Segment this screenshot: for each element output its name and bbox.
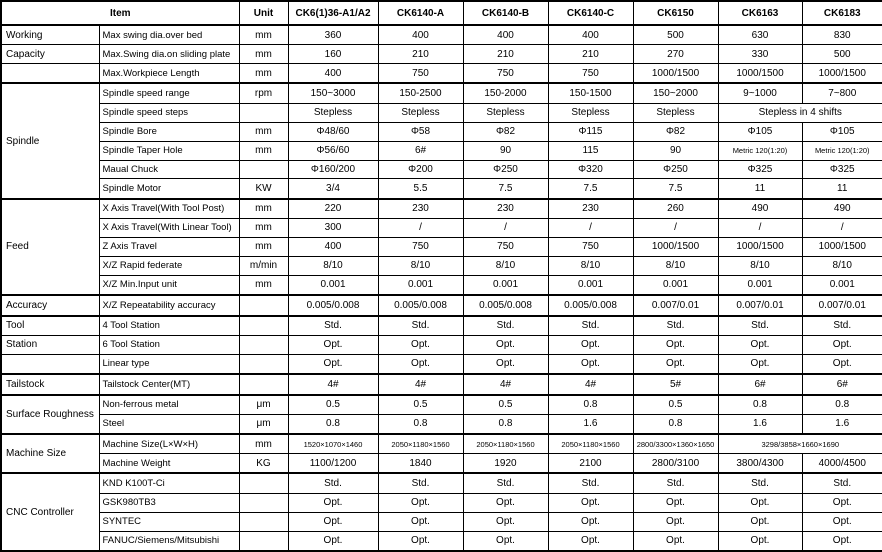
table-row	[1, 122, 882, 141]
value-cell: 7.5	[633, 179, 718, 199]
unit-cell	[239, 335, 288, 354]
value-cell: 0.001	[802, 275, 882, 295]
value-cell: Std.	[802, 316, 882, 336]
value-cell: Opt.	[378, 531, 463, 551]
value-cell: Opt.	[378, 512, 463, 531]
table-row	[1, 354, 882, 374]
value-cell: 7.5	[548, 179, 633, 199]
value-cell: Φ58	[378, 122, 463, 141]
spec-item-cell: Z Axis Travel	[99, 237, 239, 256]
unit-cell: KG	[239, 454, 288, 474]
table-row	[1, 316, 882, 336]
value-cell: Opt.	[802, 354, 882, 374]
unit-cell: mm	[239, 122, 288, 141]
value-cell: 400	[288, 64, 378, 84]
category-cell: Tailstock	[1, 374, 99, 395]
value-cell: Std.	[718, 473, 802, 493]
unit-cell: KW	[239, 179, 288, 199]
value-cell: 4000/4500	[802, 454, 882, 474]
unit-cell: mm	[239, 141, 288, 160]
header-model-ck6150: CK6150	[633, 1, 718, 25]
value-cell: Std.	[548, 473, 633, 493]
value-cell: Std.	[288, 473, 378, 493]
value-cell: /	[718, 218, 802, 237]
value-cell: Opt.	[463, 493, 548, 512]
value-cell: Φ115	[548, 122, 633, 141]
value-cell: 0.8	[378, 414, 463, 434]
value-cell: 1000/1500	[802, 64, 882, 84]
value-cell: 490	[718, 199, 802, 219]
value-cell: 90	[633, 141, 718, 160]
value-cell: Φ82	[633, 122, 718, 141]
value-cell: Opt.	[463, 335, 548, 354]
value-cell: Φ200	[378, 160, 463, 179]
unit-cell: mm	[239, 237, 288, 256]
value-cell: 7.5	[463, 179, 548, 199]
value-cell: 4#	[378, 374, 463, 395]
value-cell: Φ250	[463, 160, 548, 179]
value-cell: 270	[633, 45, 718, 64]
value-cell: 150-1500	[548, 83, 633, 103]
value-cell: 1520×1070×1460	[288, 434, 378, 454]
value-cell: Opt.	[802, 335, 882, 354]
unit-cell	[239, 295, 288, 316]
spec-item-cell: SYNTEC	[99, 512, 239, 531]
table-row	[1, 493, 882, 512]
category-cell: Spindle	[1, 83, 99, 198]
header-row	[1, 1, 882, 25]
value-cell: 400	[548, 25, 633, 45]
value-cell: 230	[463, 199, 548, 219]
value-cell: Stepless	[633, 103, 718, 122]
value-cell: Std.	[633, 473, 718, 493]
value-cell: 210	[463, 45, 548, 64]
value-cell: Opt.	[548, 354, 633, 374]
spec-item-cell: 4 Tool Station	[99, 316, 239, 336]
value-cell: 400	[463, 25, 548, 45]
value-cell: Std.	[288, 316, 378, 336]
value-cell: 8/10	[378, 256, 463, 275]
spec-item-cell: FANUC/Siemens/Mitsubishi	[99, 531, 239, 551]
value-cell: 0.001	[288, 275, 378, 295]
unit-cell: mm	[239, 218, 288, 237]
value-cell: Opt.	[802, 493, 882, 512]
value-cell: 500	[802, 45, 882, 64]
value-cell: 0.007/0.01	[633, 295, 718, 316]
value-cell: 1920	[463, 454, 548, 474]
value-cell: 0.001	[463, 275, 548, 295]
header-model-ck6140c: CK6140-C	[548, 1, 633, 25]
value-cell: Opt.	[378, 493, 463, 512]
value-cell: Opt.	[718, 512, 802, 531]
value-cell: 0.5	[633, 395, 718, 415]
value-cell: 11	[802, 179, 882, 199]
value-cell: Φ48/60	[288, 122, 378, 141]
value-cell: Stepless	[288, 103, 378, 122]
value-cell: 8/10	[463, 256, 548, 275]
value-cell: /	[463, 218, 548, 237]
value-cell: 0.8	[633, 414, 718, 434]
value-cell: Opt.	[288, 493, 378, 512]
value-cell: Stepless	[378, 103, 463, 122]
value-cell: 1.6	[802, 414, 882, 434]
value-cell: /	[548, 218, 633, 237]
value-cell: 0.5	[288, 395, 378, 415]
value-cell: 230	[378, 199, 463, 219]
value-cell: 1000/1500	[718, 237, 802, 256]
spec-item-cell: Max.Workpiece Length	[99, 64, 239, 84]
value-cell: Std.	[378, 316, 463, 336]
value-cell: Opt.	[288, 335, 378, 354]
unit-cell	[239, 354, 288, 374]
value-cell: Φ160/200	[288, 160, 378, 179]
value-cell: Stepless in 4 shifts	[718, 103, 882, 122]
value-cell: 0.005/0.008	[548, 295, 633, 316]
value-cell: 0.8	[548, 395, 633, 415]
table-row	[1, 256, 882, 275]
value-cell: 4#	[463, 374, 548, 395]
spec-item-cell: X/Z Repeatability accuracy	[99, 295, 239, 316]
value-cell: Φ325	[802, 160, 882, 179]
value-cell: Opt.	[633, 335, 718, 354]
table-row	[1, 374, 882, 395]
table-row	[1, 473, 882, 493]
unit-cell	[239, 512, 288, 531]
spec-item-cell: Max.Swing dia.on sliding plate	[99, 45, 239, 64]
spec-item-cell: GSK980TB3	[99, 493, 239, 512]
category-cell	[1, 64, 99, 84]
spec-item-cell: Steel	[99, 414, 239, 434]
value-cell: Opt.	[288, 531, 378, 551]
value-cell: Opt.	[633, 512, 718, 531]
spec-item-cell: Spindle Motor	[99, 179, 239, 199]
table-row	[1, 25, 882, 45]
unit-cell	[239, 473, 288, 493]
value-cell: 260	[633, 199, 718, 219]
value-cell: 4#	[288, 374, 378, 395]
value-cell: Opt.	[718, 493, 802, 512]
value-cell: 0.007/0.01	[802, 295, 882, 316]
spec-item-cell: X/Z Rapid federate	[99, 256, 239, 275]
value-cell: Φ56/60	[288, 141, 378, 160]
value-cell: 1.6	[548, 414, 633, 434]
spec-item-cell: Spindle Bore	[99, 122, 239, 141]
value-cell: Metric 120(1:20)	[718, 141, 802, 160]
value-cell: Opt.	[633, 493, 718, 512]
table-row	[1, 434, 882, 454]
category-cell: Machine Size	[1, 434, 99, 473]
value-cell: Opt.	[288, 354, 378, 374]
value-cell: 2100	[548, 454, 633, 474]
value-cell: 6#	[718, 374, 802, 395]
table-row	[1, 103, 882, 122]
value-cell: Opt.	[548, 531, 633, 551]
value-cell: /	[378, 218, 463, 237]
value-cell: 500	[633, 25, 718, 45]
header-model-ck6140b: CK6140-B	[463, 1, 548, 25]
value-cell: Stepless	[463, 103, 548, 122]
value-cell: Opt.	[463, 531, 548, 551]
value-cell: 9~1000	[718, 83, 802, 103]
spec-item-cell: Spindle Taper Hole	[99, 141, 239, 160]
value-cell: Std.	[802, 473, 882, 493]
value-cell: 0.005/0.008	[463, 295, 548, 316]
value-cell: Opt.	[718, 531, 802, 551]
table-row	[1, 45, 882, 64]
table-row	[1, 395, 882, 415]
value-cell: Φ82	[463, 122, 548, 141]
value-cell: Std.	[718, 316, 802, 336]
category-cell: Capacity	[1, 45, 99, 64]
value-cell: Φ320	[548, 160, 633, 179]
value-cell: 3800/4300	[718, 454, 802, 474]
value-cell: 8/10	[288, 256, 378, 275]
value-cell: 1000/1500	[718, 64, 802, 84]
value-cell: 330	[718, 45, 802, 64]
value-cell: Std.	[463, 473, 548, 493]
value-cell: 0.007/0.01	[718, 295, 802, 316]
spec-item-cell: Maual Chuck	[99, 160, 239, 179]
spec-item-cell: Spindle speed range	[99, 83, 239, 103]
table-row	[1, 335, 882, 354]
value-cell: 220	[288, 199, 378, 219]
value-cell: 0.8	[802, 395, 882, 415]
unit-cell	[239, 160, 288, 179]
value-cell: Opt.	[548, 335, 633, 354]
value-cell: 630	[718, 25, 802, 45]
value-cell: Opt.	[378, 354, 463, 374]
value-cell: 8/10	[548, 256, 633, 275]
category-cell: Working	[1, 25, 99, 45]
unit-cell	[239, 316, 288, 336]
table-row	[1, 531, 882, 551]
spec-item-cell: Non-ferrous metal	[99, 395, 239, 415]
unit-cell: mm	[239, 434, 288, 454]
header-model-ck6140a: CK6140-A	[378, 1, 463, 25]
value-cell: Std.	[378, 473, 463, 493]
spec-item-cell: X Axis Travel(With Linear Tool)	[99, 218, 239, 237]
table-row	[1, 83, 882, 103]
value-cell: 5#	[633, 374, 718, 395]
table-row	[1, 218, 882, 237]
value-cell: 750	[548, 64, 633, 84]
value-cell: 0.001	[718, 275, 802, 295]
value-cell: Std.	[463, 316, 548, 336]
category-cell: CNC Controller	[1, 473, 99, 551]
spec-item-cell: Linear type	[99, 354, 239, 374]
value-cell: 1100/1200	[288, 454, 378, 474]
table-row	[1, 64, 882, 84]
value-cell: Φ105	[718, 122, 802, 141]
header-unit: Unit	[239, 1, 288, 25]
value-cell: Opt.	[463, 354, 548, 374]
header-item: Item	[1, 1, 239, 25]
value-cell: 6#	[802, 374, 882, 395]
spec-item-cell: Machine Size(L×W×H)	[99, 434, 239, 454]
value-cell: 160	[288, 45, 378, 64]
value-cell: Stepless	[548, 103, 633, 122]
value-cell: Opt.	[802, 531, 882, 551]
value-cell: 1000/1500	[633, 64, 718, 84]
value-cell: Opt.	[548, 493, 633, 512]
category-cell: Accuracy	[1, 295, 99, 316]
value-cell: 0.005/0.008	[378, 295, 463, 316]
value-cell: 2050×1180×1560	[463, 434, 548, 454]
category-cell: Tool	[1, 316, 99, 336]
unit-cell: mm	[239, 45, 288, 64]
value-cell: Opt.	[802, 512, 882, 531]
value-cell: Φ105	[802, 122, 882, 141]
table-row	[1, 160, 882, 179]
value-cell: 360	[288, 25, 378, 45]
value-cell: /	[802, 218, 882, 237]
value-cell: /	[633, 218, 718, 237]
value-cell: 8/10	[718, 256, 802, 275]
value-cell: 490	[802, 199, 882, 219]
value-cell: Metric 120(1:20)	[802, 141, 882, 160]
value-cell: 7~800	[802, 83, 882, 103]
table-row	[1, 199, 882, 219]
category-cell: Surface Roughness	[1, 395, 99, 434]
value-cell: 400	[288, 237, 378, 256]
value-cell: Opt.	[288, 512, 378, 531]
value-cell: 1000/1500	[633, 237, 718, 256]
value-cell: 3298/3858×1660×1690	[718, 434, 882, 454]
value-cell: 2050×1180×1560	[378, 434, 463, 454]
category-cell	[1, 354, 99, 374]
value-cell: 400	[378, 25, 463, 45]
spec-item-cell: KND K100T-Ci	[99, 473, 239, 493]
unit-cell: μm	[239, 414, 288, 434]
value-cell: Opt.	[378, 335, 463, 354]
unit-cell: μm	[239, 395, 288, 415]
value-cell: 0.001	[548, 275, 633, 295]
value-cell: 8/10	[802, 256, 882, 275]
value-cell: Opt.	[463, 512, 548, 531]
value-cell: 0.5	[463, 395, 548, 415]
value-cell: Opt.	[548, 512, 633, 531]
value-cell: 150-2500	[378, 83, 463, 103]
value-cell: 115	[548, 141, 633, 160]
unit-cell: mm	[239, 199, 288, 219]
category-cell: Station	[1, 335, 99, 354]
spec-item-cell: X/Z Min.Input unit	[99, 275, 239, 295]
value-cell: 3/4	[288, 179, 378, 199]
value-cell: 750	[378, 237, 463, 256]
unit-cell: mm	[239, 64, 288, 84]
table-row	[1, 179, 882, 199]
value-cell: 0.8	[288, 414, 378, 434]
value-cell: Opt.	[718, 354, 802, 374]
value-cell: Opt.	[718, 335, 802, 354]
value-cell: 2800/3100	[633, 454, 718, 474]
value-cell: 5.5	[378, 179, 463, 199]
value-cell: 0.8	[463, 414, 548, 434]
table-row	[1, 454, 882, 474]
value-cell: 6#	[378, 141, 463, 160]
value-cell: Opt.	[633, 354, 718, 374]
value-cell: 8/10	[633, 256, 718, 275]
header-model-ck6183: CK6183	[802, 1, 882, 25]
value-cell: 0.001	[378, 275, 463, 295]
unit-cell	[239, 103, 288, 122]
value-cell: 1840	[378, 454, 463, 474]
category-cell: Feed	[1, 199, 99, 295]
value-cell: 11	[718, 179, 802, 199]
value-cell: 4#	[548, 374, 633, 395]
spec-item-cell: Machine Weight	[99, 454, 239, 474]
value-cell: 1000/1500	[802, 237, 882, 256]
table-row	[1, 237, 882, 256]
unit-cell	[239, 374, 288, 395]
value-cell: 90	[463, 141, 548, 160]
value-cell: 750	[463, 64, 548, 84]
value-cell: 0.001	[633, 275, 718, 295]
value-cell: 0.5	[378, 395, 463, 415]
spec-item-cell: 6 Tool Station	[99, 335, 239, 354]
value-cell: 750	[548, 237, 633, 256]
value-cell: Opt.	[633, 531, 718, 551]
unit-cell	[239, 493, 288, 512]
value-cell: 300	[288, 218, 378, 237]
spec-item-cell: X Axis Travel(With Tool Post)	[99, 199, 239, 219]
value-cell: 2800/3300×1360×1650	[633, 434, 718, 454]
value-cell: Φ325	[718, 160, 802, 179]
value-cell: 830	[802, 25, 882, 45]
value-cell: 0.8	[718, 395, 802, 415]
header-model-ck6163: CK6163	[718, 1, 802, 25]
value-cell: 0.005/0.008	[288, 295, 378, 316]
spec-item-cell: Max swing dia.over bed	[99, 25, 239, 45]
value-cell: 150~3000	[288, 83, 378, 103]
header-model-ck6136: CK6(1)36-A1/A2	[288, 1, 378, 25]
value-cell: Std.	[548, 316, 633, 336]
unit-cell: mm	[239, 25, 288, 45]
value-cell: 750	[378, 64, 463, 84]
value-cell: 1.6	[718, 414, 802, 434]
table-row	[1, 141, 882, 160]
value-cell: Std.	[633, 316, 718, 336]
table-row	[1, 414, 882, 434]
spec-item-cell: Spindle speed steps	[99, 103, 239, 122]
value-cell: 150-2000	[463, 83, 548, 103]
value-cell: 2050×1180×1560	[548, 434, 633, 454]
value-cell: 210	[548, 45, 633, 64]
unit-cell	[239, 531, 288, 551]
value-cell: 150~2000	[633, 83, 718, 103]
unit-cell: rpm	[239, 83, 288, 103]
table-row	[1, 275, 882, 295]
value-cell: 750	[463, 237, 548, 256]
unit-cell: mm	[239, 275, 288, 295]
value-cell: 210	[378, 45, 463, 64]
table-row	[1, 295, 882, 316]
value-cell: Φ250	[633, 160, 718, 179]
unit-cell: m/min	[239, 256, 288, 275]
spec-item-cell: Tailstock Center(MT)	[99, 374, 239, 395]
value-cell: 230	[548, 199, 633, 219]
table-row	[1, 512, 882, 531]
